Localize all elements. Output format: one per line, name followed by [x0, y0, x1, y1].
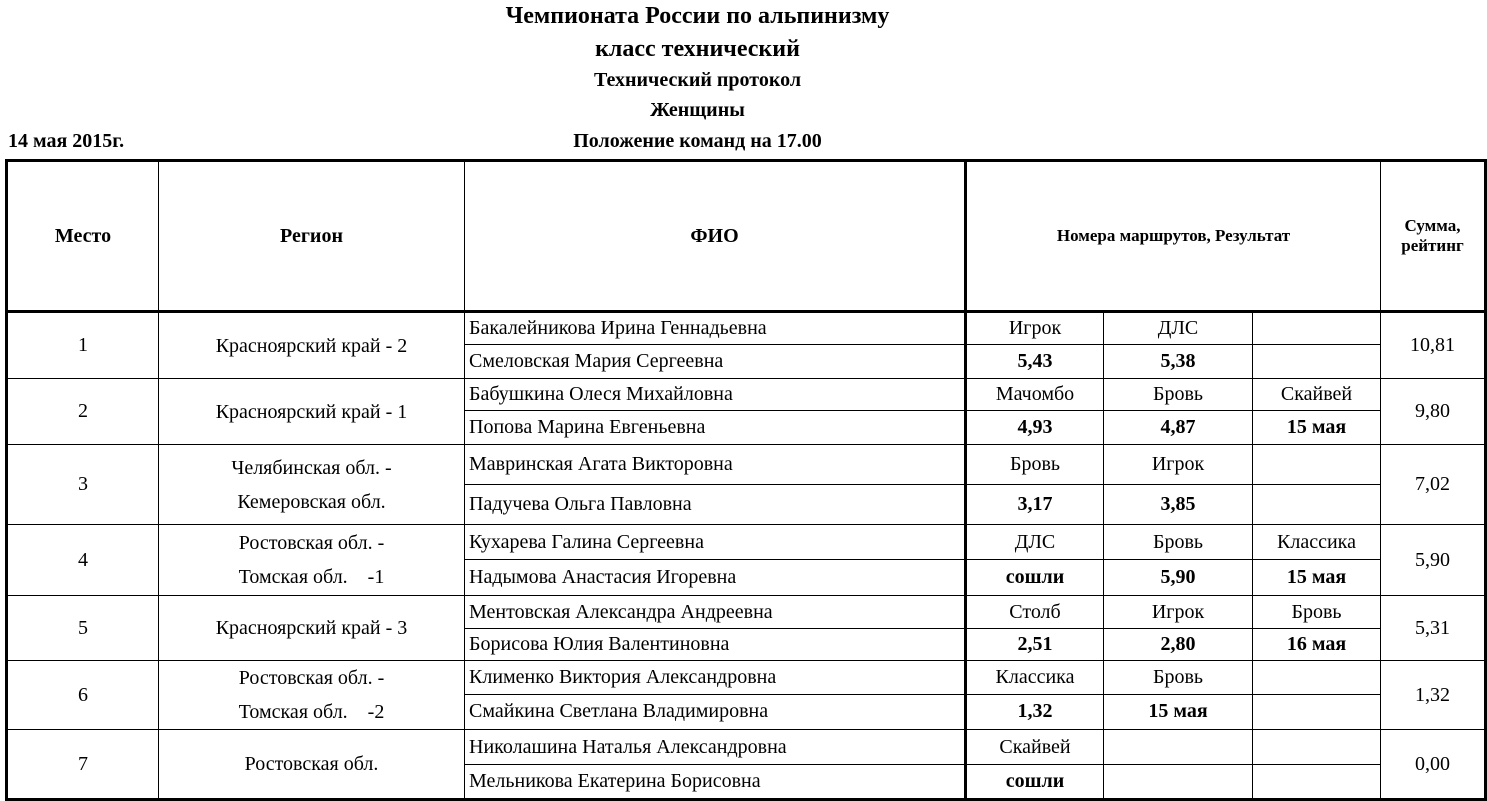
region-line: Томская обл. -2 — [238, 701, 385, 723]
region-line: Ростовская обл. — [244, 753, 379, 775]
region-line: Ростовская обл. - — [238, 667, 385, 689]
route-result — [1253, 765, 1381, 800]
protocol-class: класс технический — [595, 36, 800, 62]
route-name: Мачомбо — [966, 379, 1104, 411]
table-row — [7, 525, 1486, 560]
region-line: Кемеровская обл. — [237, 490, 386, 513]
route-name: Игрок — [1104, 445, 1253, 485]
route-result: сошли — [966, 560, 1104, 596]
route-result — [1253, 485, 1381, 525]
protocol-type: Технический протокол — [593, 69, 802, 91]
route-name: Бровь — [1104, 661, 1253, 695]
region-line: Челябинская обл. - — [231, 456, 392, 479]
table-row — [7, 379, 1486, 411]
place-cell: 6 — [7, 661, 159, 730]
route-result: 2,51 — [966, 629, 1104, 661]
region-line: Красноярский край - 3 — [215, 617, 408, 639]
member-name: Смайкина Светлана Владимировна — [465, 694, 966, 729]
place-cell: 4 — [7, 525, 159, 596]
protocol-category: Женщины — [650, 99, 745, 121]
protocol-date: 14 мая 2015г. — [8, 130, 125, 152]
table-row — [7, 730, 1486, 765]
region-cell — [159, 730, 465, 800]
table-row — [7, 312, 1486, 345]
route-name: Игрок — [1104, 596, 1253, 629]
route-name: ДЛС — [966, 525, 1104, 560]
route-result: 5,38 — [1104, 345, 1253, 379]
route-name — [1253, 730, 1381, 765]
standings-time: Положение команд на 17.00 — [573, 130, 822, 152]
route-result: 15 мая — [1104, 694, 1253, 729]
col-fio-header: ФИО — [465, 161, 966, 312]
route-result: 4,87 — [1104, 411, 1253, 445]
route-name: Бровь — [966, 445, 1104, 485]
member-name: Падучева Ольга Павловна — [465, 485, 966, 525]
member-name: Николашина Наталья Александровна — [465, 730, 966, 765]
region-cell — [159, 312, 465, 379]
region-cell — [159, 525, 465, 596]
route-name — [1253, 312, 1381, 345]
route-result — [1104, 765, 1253, 800]
route-result — [1253, 694, 1381, 729]
place-cell: 7 — [7, 730, 159, 800]
region-cell — [159, 596, 465, 661]
region-line: Ростовская обл. - — [238, 532, 385, 554]
route-result: 2,80 — [1104, 629, 1253, 661]
route-result: 3,17 — [966, 485, 1104, 525]
member-name: Попова Марина Евгеньевна — [465, 411, 966, 445]
table-row — [7, 445, 1486, 485]
member-name: Кухарева Галина Сергеевна — [465, 525, 966, 560]
route-result: сошли — [966, 765, 1104, 800]
route-name — [1104, 730, 1253, 765]
member-name: Надымова Анастасия Игоревна — [465, 560, 966, 596]
col-region-header: Регион — [159, 161, 465, 312]
route-name: Скайвей — [966, 730, 1104, 765]
col-place-header: Место — [7, 161, 159, 312]
region-line: Томская обл. -1 — [238, 566, 385, 588]
sum-cell: 5,90 — [1381, 525, 1486, 596]
member-name: Борисова Юлия Валентиновна — [465, 629, 966, 661]
protocol-title: Чемпионата России по альпинизму — [505, 3, 890, 29]
sum-cell: 5,31 — [1381, 596, 1486, 661]
member-name: Бабушкина Олеся Михайловна — [465, 379, 966, 411]
member-name: Мавринская Агата Викторовна — [465, 445, 966, 485]
region-cell — [159, 445, 465, 525]
route-name: Столб — [966, 596, 1104, 629]
route-result: 15 мая — [1253, 411, 1381, 445]
route-result — [1253, 345, 1381, 379]
route-result: 5,43 — [966, 345, 1104, 379]
place-cell: 3 — [7, 445, 159, 525]
route-name: ДЛС — [1104, 312, 1253, 345]
table-row — [7, 596, 1486, 629]
sum-header-line1: Сумма, — [1404, 216, 1461, 235]
route-result: 3,85 — [1104, 485, 1253, 525]
place-cell: 1 — [7, 312, 159, 379]
member-name: Ментовская Александра Андреевна — [465, 596, 966, 629]
table-header-row — [7, 161, 1486, 312]
sum-cell: 7,02 — [1381, 445, 1486, 525]
region-cell — [159, 661, 465, 730]
route-name — [1253, 661, 1381, 695]
sum-cell: 9,80 — [1381, 379, 1486, 445]
route-name: Классика — [1253, 525, 1381, 560]
route-name: Бровь — [1253, 596, 1381, 629]
route-name: Бровь — [1104, 379, 1253, 411]
place-cell: 5 — [7, 596, 159, 661]
route-result: 5,90 — [1104, 560, 1253, 596]
standings-table — [5, 159, 1487, 801]
region-line: Красноярский край - 2 — [215, 334, 408, 357]
member-name: Бакалейникова Ирина Геннадьевна — [465, 312, 966, 345]
member-name: Мельникова Екатерина Борисовна — [465, 765, 966, 800]
region-cell — [159, 379, 465, 445]
col-sum-header — [1381, 161, 1486, 312]
sum-cell: 1,32 — [1381, 661, 1486, 730]
route-name — [1253, 445, 1381, 485]
col-routes-header: Номера маршрутов, Результат — [966, 161, 1381, 312]
sum-cell: 0,00 — [1381, 730, 1486, 800]
region-line: Красноярский край - 1 — [215, 400, 408, 423]
route-name: Бровь — [1104, 525, 1253, 560]
sum-cell: 10,81 — [1381, 312, 1486, 379]
route-name: Игрок — [966, 312, 1104, 345]
route-result: 1,32 — [966, 694, 1104, 729]
route-result: 16 мая — [1253, 629, 1381, 661]
member-name: Смеловская Мария Сергеевна — [465, 345, 966, 379]
route-name: Классика — [966, 661, 1104, 695]
route-result: 15 мая — [1253, 560, 1381, 596]
route-name: Скайвей — [1253, 379, 1381, 411]
member-name: Клименко Виктория Александровна — [465, 661, 966, 695]
sum-header-line2: рейтинг — [1401, 236, 1464, 255]
place-cell: 2 — [7, 379, 159, 445]
table-row — [7, 661, 1486, 695]
route-result: 4,93 — [966, 411, 1104, 445]
